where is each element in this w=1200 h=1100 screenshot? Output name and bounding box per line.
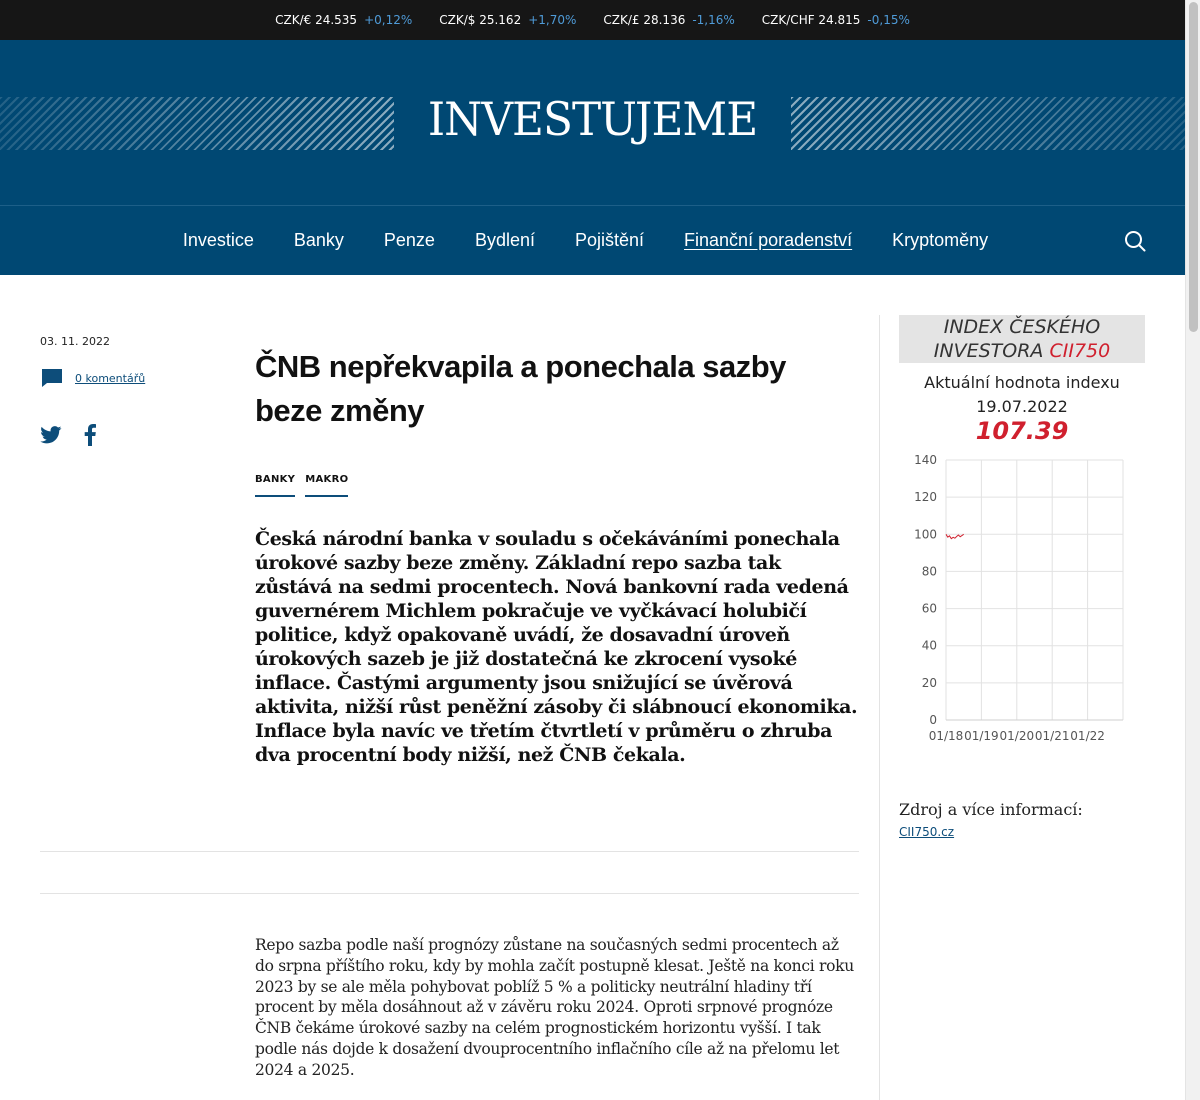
index-subtitle: [899, 371, 1145, 419]
ticker-change: -1,16%: [692, 13, 735, 27]
index-chart: [899, 450, 1145, 750]
ticker-rate: CZK/£ 28.136: [603, 13, 686, 27]
y-tick-label: 100: [914, 527, 937, 542]
page-scrollbar[interactable]: [1185, 0, 1200, 1100]
currency-ticker: [0, 0, 1185, 40]
article-title: ČNB nepřekvapila a ponechala sazby beze změny: [255, 349, 786, 428]
divider: [40, 893, 859, 894]
facebook-icon[interactable]: [84, 424, 96, 446]
article-tags: [255, 474, 348, 497]
y-tick-label: 120: [914, 490, 937, 505]
ticker-item: [275, 13, 412, 27]
y-tick-label: 0: [929, 713, 937, 727]
index-value: 107.39: [975, 417, 1069, 445]
scrollbar-thumb[interactable]: [1189, 2, 1198, 332]
ticker-change: +0,12%: [364, 13, 413, 27]
nav-item[interactable]: Kryptoměny: [892, 230, 989, 250]
article-lead: Česká národní banka v souladu s očekáváními ponechala úrokové sazby beze změny. Základní repo sazba tak zůstává na sedmi procentech. Nová bankovní rada vedená guvernérem Michlem pokračuje ve vyčkávací holubičí politice, když opakovaně uvádí, že dosavadní úroveň úrokových sazeb je již dostatečná ke zkrocení vysoké inflace. Častými argumenty jsou snižující se úvěrová aktivita, nižší růst peněžní zásoby či slábnoucí ekonomika. Inflace byla navíc ve třetím čtvrtletí v průměru o zhruba dva procentní body nižší, než ČNB čekala.: [255, 528, 858, 766]
series-line: [946, 534, 964, 538]
y-tick-label: 80: [921, 564, 937, 579]
ticker-rate: CZK/$ 25.162: [439, 13, 522, 27]
nav-item[interactable]: Banky: [293, 230, 344, 250]
main-nav: [0, 206, 1185, 275]
comments-link[interactable]: 0 komentářů: [75, 371, 146, 385]
y-tick-label: 60: [921, 601, 937, 616]
index-date: 19.07.2022: [976, 397, 1068, 416]
comment-icon[interactable]: [41, 368, 63, 388]
article-tag[interactable]: MAKRO: [305, 474, 348, 497]
ticker-item: [762, 13, 910, 27]
divider: [40, 851, 859, 852]
source-label: Zdroj a více informací:: [899, 800, 1083, 819]
ticker-change: -0,15%: [867, 13, 910, 27]
y-tick-label: 40: [921, 638, 937, 653]
index-title-code: CII750: [1049, 340, 1111, 362]
nav-item[interactable]: Finanční poradenství: [684, 230, 853, 250]
header-stripes-right: [791, 97, 1185, 150]
search-icon[interactable]: [1124, 230, 1146, 252]
x-tick-label: 01/18: [928, 729, 964, 743]
article-date: 03. 11. 2022: [40, 335, 110, 348]
index-title-box: [899, 315, 1145, 363]
article-tag[interactable]: BANKY: [255, 474, 295, 497]
comments-block: [41, 368, 145, 388]
twitter-icon[interactable]: [40, 426, 62, 444]
y-tick-label: 140: [914, 453, 937, 467]
x-tick-label: 01/21: [1034, 729, 1070, 743]
nav-item[interactable]: Pojištění: [574, 230, 645, 250]
x-tick-label: 01/22: [1070, 729, 1105, 743]
ticker-change: +1,70%: [528, 13, 577, 27]
index-title: INDEX ČESKÉHO INVESTORA: [933, 316, 1101, 362]
nav-item[interactable]: Investice: [182, 230, 254, 250]
ticker-rate: CZK/CHF 24.815: [761, 13, 861, 27]
nav-item[interactable]: Penze: [383, 230, 435, 250]
ticker-rate: CZK/€ 24.535: [275, 13, 358, 27]
ticker-item: [439, 13, 576, 27]
index-subtitle-line: Aktuální hodnota indexu: [924, 373, 1120, 392]
x-tick-label: 01/19: [964, 729, 999, 743]
site-header: [0, 40, 1185, 275]
header-stripes-left: [0, 97, 394, 150]
sidebar-divider: [879, 315, 880, 1100]
site-logo[interactable]: INVESTUJEME: [427, 92, 758, 146]
ticker-item: [603, 13, 734, 27]
nav-item[interactable]: Bydlení: [474, 230, 535, 250]
y-tick-label: 20: [921, 675, 937, 690]
x-tick-label: 01/20: [999, 729, 1035, 743]
share-buttons: [40, 424, 96, 446]
source-link[interactable]: CII750.cz: [899, 825, 955, 839]
article-body: Repo sazba podle naší prognózy zůstane na současných sedmi procentech až do srpna příštího roku, kdy by mohla začít postupně klesat. Ještě na konci roku 2023 by se ale měla pohybovat poblíž 5 % a politicky neutrální hladiny tří procent by měla dosáhnout až v závěru roku 2024. Oproti srpnové prognóze ČNB čekáme úrokové sazby na celém prognostickém horizontu vyšší. I tak podle nás dojde k dosažení dvouprocentního inflačního cíle až na přelomu let 2024 a 2025.: [255, 936, 854, 1079]
